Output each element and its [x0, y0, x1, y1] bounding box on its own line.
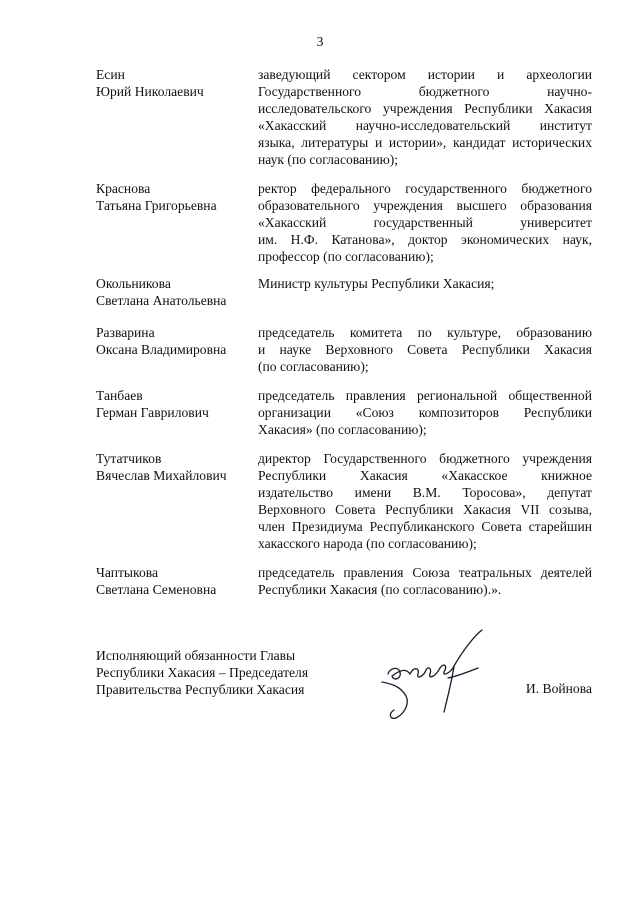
position-line: ректор федерального государственного бюджетного [258, 181, 592, 196]
member-surname: Есин [96, 67, 125, 82]
position-line: Республики Хакасия «Хакасское книжное [258, 468, 592, 483]
position-line: наук (по согласованию); [258, 152, 399, 167]
page-number: 3 [316, 34, 324, 49]
position-line: председатель правления Союза театральных деятелей [258, 565, 592, 580]
position-line: хакасского народа (по согласованию); [258, 536, 477, 551]
member-name [96, 324, 246, 358]
position-line: Верховного Совета Республики Хакасия VII созыва, [258, 502, 592, 517]
member-position [258, 387, 592, 438]
member-name [96, 387, 246, 421]
member-surname: Чаптыкова [96, 565, 159, 580]
member-position [258, 564, 592, 598]
position-line: Министр культуры Республики Хакасия; [258, 276, 495, 291]
position-line: «Хакасский государственный университет [258, 215, 592, 230]
position-line: издательство имени В.М. Торосова», депутат [258, 485, 592, 500]
member-given-name: Герман Гаврилович [96, 405, 209, 420]
member-name [96, 564, 246, 598]
position-line: и науке Верховного Совета Республики Хакасия [258, 342, 592, 357]
handwritten-signature [370, 622, 490, 732]
signatory-position-line: Правительства Республики Хакасия [96, 682, 305, 697]
member-position [258, 450, 592, 552]
member-name [96, 275, 246, 309]
member-given-name: Светлана Анатольевна [96, 293, 227, 308]
position-line: директор Государственного бюджетного учреждения [258, 451, 592, 466]
member-name [96, 450, 246, 484]
signer-name: И. Войнова [525, 681, 592, 696]
member-surname: Разварина [96, 325, 155, 340]
position-line: председатель комитета по культуре, образованию [258, 325, 592, 340]
member-surname: Танбаев [96, 388, 143, 403]
member-name [96, 180, 246, 214]
member-surname: Тутатчиков [96, 451, 162, 466]
position-line: им. Н.Ф. Катанова», доктор экономических наук, [258, 232, 592, 247]
position-line: исследовательского учреждения Республики Хакасия [258, 101, 592, 116]
position-line: профессор (по согласованию); [258, 249, 434, 264]
member-name [96, 66, 246, 100]
position-line: организации «Союз композиторов Республики [258, 405, 592, 420]
signatory-position-line: Исполняющий обязанности Главы [96, 648, 296, 663]
position-line: председатель правления региональной общественной [258, 388, 592, 403]
position-line: языка, литературы и истории», кандидат исторических [258, 135, 592, 150]
position-line: член Президиума Республиканского Совета старейшин [258, 519, 592, 534]
position-line: «Хакасский научно-исследовательский институт [258, 118, 592, 133]
signatory-position-line: Республики Хакасия – Председателя [96, 665, 309, 680]
member-surname: Краснова [96, 181, 151, 196]
member-given-name: Юрий Николаевич [96, 84, 204, 99]
member-given-name: Татьяна Григорьевна [96, 198, 217, 213]
member-position [258, 324, 592, 375]
member-given-name: Светлана Семеновна [96, 582, 217, 597]
member-position [258, 180, 592, 265]
position-line: заведующий сектором истории и археологии [258, 67, 592, 82]
position-line: Республики Хакасия (по согласованию).». [258, 582, 502, 597]
position-line: Хакасия» (по согласованию); [258, 422, 427, 437]
member-position [258, 66, 592, 168]
position-line: (по согласованию); [258, 359, 369, 374]
member-position [258, 275, 592, 292]
member-given-name: Вячеслав Михайлович [96, 468, 227, 483]
position-line: образовательного учреждения высшего образования [258, 198, 592, 213]
member-given-name: Оксана Владимировна [96, 342, 227, 357]
member-surname: Окольникова [96, 276, 171, 291]
position-line: Государственного бюджетного научно- [258, 84, 592, 99]
